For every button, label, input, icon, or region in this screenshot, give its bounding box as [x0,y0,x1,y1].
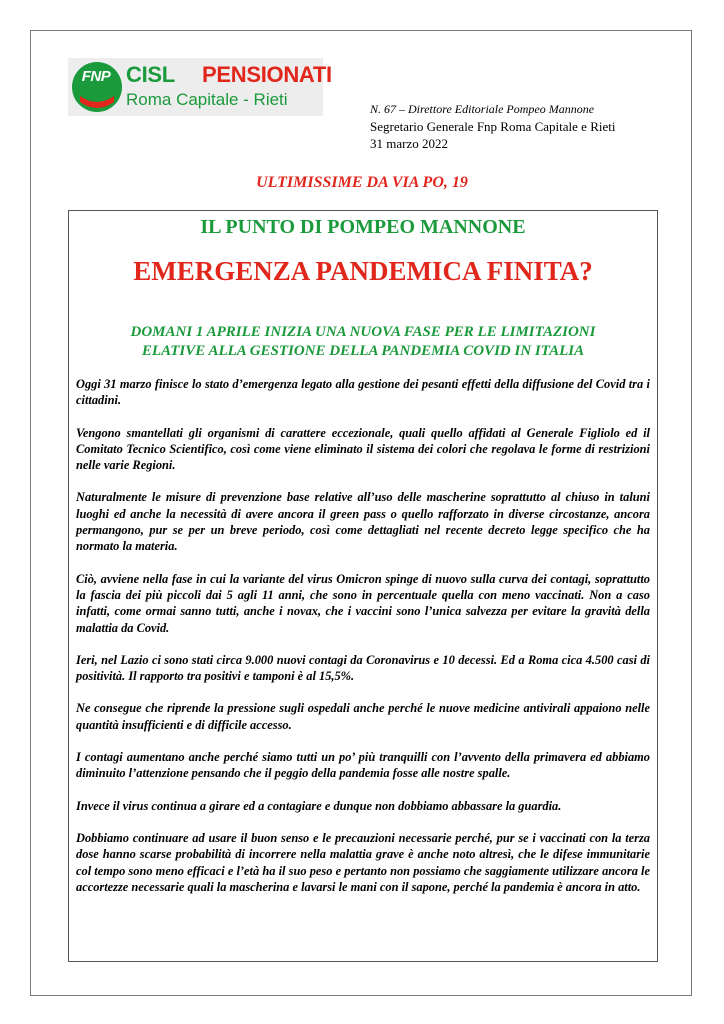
kicker: ULTIMISSIME DA VIA PO, 19 [256,174,468,191]
headline: EMERGENZA PANDEMICA FINITA? [133,256,593,286]
paragraph: Oggi 31 marzo finisce lo stato d’emergenza legato alla gestione dei pesanti effetti della diffusione del Covid tra i cittadini. [76,377,650,408]
fnp-cisl-logo [68,58,332,116]
paragraph: Invece il virus continua a girare ed a contagiare e dunque non dobbiamo abbassare la guardia. [76,798,562,813]
issue-meta [370,101,615,152]
logo-brand-cisl: CISL [126,62,175,87]
issue-date: 31 marzo 2022 [370,136,448,151]
paragraph: Ieri, nel Lazio ci sono stati circa 9.000 nuovi contagi da Coronavirus e 10 decessi. Ed a Roma cica 4.500 casi di positività. Il rapporto tra positivi e tamponi è al 15,5%. [76,652,650,684]
paragraph: Ciò, avviene nella fase in cui la variante del virus Omicron spinge di nuovo sulla curva dei contagi, soprattutto la fascia dei più piccoli dai 5 agli 11 anni, che sono in percentuale quella con meno vaccinati. Non a caso infatti, come ormai sanno tutti, anche i novax, che i vaccini sono l’unica salvezza per evitare la gravità della malattia da Covid. [76,571,650,635]
subheadline-line-1: DOMANI 1 APRILE INIZIA UNA NUOVA FASE PER LE LIMITAZIONI [130,324,596,340]
issue-number: N. 67 – Direttore Editoriale Pompeo Mannone [370,102,595,116]
paragraph: Vengono smantellati gli organismi di carattere eccezionale, quali quello affidati al Generale Figliolo ed il Comitato Tecnico Scientifico, così come viene eliminato il sistema dei colori che regolava le forme di restrizioni nelle varie Regioni. [76,425,650,473]
logo-mark-text: FNP [81,68,111,85]
paragraph: Naturalmente le misure di prevenzione base relative all’uso delle mascherine soprattutto al chiuso in taluni luoghi ed anche la necessità di avere ancora il green pass o quello rafforzato in diverse circostanze, ancora permangono, pur se per un breve periodo, così come dettagliati nel recente decreto legge specifico che ha normato la materia. [76,490,650,554]
subheadline-line-2: ELATIVE ALLA GESTIONE DELLA PANDEMIA COVID IN ITALIA [141,343,585,359]
subheadline [68,323,658,361]
article-body [76,376,650,911]
logo-subtitle: Roma Capitale - Rieti [126,90,288,109]
logo-brand-pensionati: PENSIONATI [202,62,332,87]
author-role: Segretario Generale Fnp Roma Capitale e Rieti [370,119,616,134]
column-title: IL PUNTO DI POMPEO MANNONE [200,216,526,238]
paragraph: I contagi aumentano anche perché siamo tutti un po’ più tranquilli con l’avvento della primavera ed abbiamo diminuito l’attenzione pensando che il peggio della pandemia fosse alle nostre spalle. [76,750,650,781]
paragraph: Dobbiamo continuare ad usare il buon senso e le precauzioni necessarie perché, pur se i vaccinati con la terza dose hanno scarse probabilità di incorrere nella malattia grave è anche noto altresì, che le difese immunitarie col tempo sono meno efficaci e l’età ha il suo peso e pertanto non possiamo che saggiamente utilizzare ancora le accortezze necessarie quali la mascherina e lavarsi le mani con il sapone, perché la pandemia è ancora in atto. [76,830,650,894]
paragraph: Ne consegue che riprende la pressione sugli ospedali anche perché le nuove medicine antivirali appaiono nelle quantità insufficienti e di difficile accesso. [76,701,650,732]
